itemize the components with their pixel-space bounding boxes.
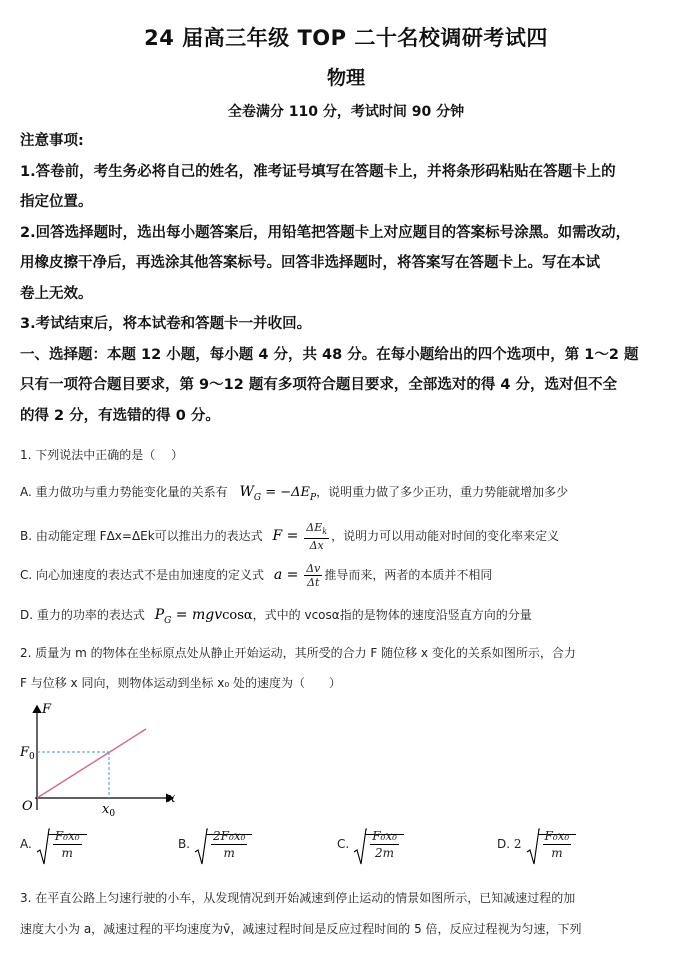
q1-stem: 1. 下列说法中正确的是（ ） (20, 448, 184, 462)
notice-item-2-line-2: 用橡皮擦干净后，再选涂其他答案标号。回答非选择题时，将答案写在答题卡上。写在本试 (20, 255, 600, 271)
q1-option-b: B. 由动能定理 FΔx=ΔEk可以推出力的表达式 F = $\frac{\Delta E_k}{\Delta x}$ ，说明力可以用动能对时间的变化率来定义 (20, 521, 560, 553)
q1-c-fraction: $\frac{\Delta v}{\Delta t}$ (306, 562, 321, 589)
y-axis-label: F (42, 702, 52, 717)
x-axis-label: x (168, 791, 176, 806)
force-line (37, 729, 146, 798)
q1-b-fraction: $\frac{\Delta E_k}{\Delta x}$ (306, 521, 328, 553)
q1-option-d: D. 重力的功率的表达式 $P_G = mgvcos\alpha$，式中的 vcosα指的是物体的速度沿竖直方向的分量 (20, 607, 532, 626)
q2-option-d: D. 2 $\frac{\text{F₀x₀}}{m}$ (497, 828, 576, 861)
exam-title: 24 届高三年级 TOP 二十名校调研考试四 (144, 26, 548, 50)
q1-option-a: A. 重力做功与重力势能变化量的关系有 $W_G = -\Delta E_P$，说明重力做了多少正功，重力势能就增加多少 (20, 484, 569, 503)
exam-info: 全卷满分 110 分，考试时间 90 分钟 (227, 104, 465, 120)
q3-stem-line-2: 速度大小为 a，减速过程的平均速度为v̄，减速过程时间是反应过程时间的 5 倍，反应过程视为匀速，下列 (20, 922, 582, 936)
notice-item-2-line-1: 2.回答选择题时，选出每小题答案后，用铅笔把答题卡上对应题目的答案标号涂黑。如需改动， (20, 224, 631, 241)
notice-item-2-line-3: 卷上无效。 (20, 285, 93, 302)
notice-block (20, 126, 670, 431)
q2-option-b: B. $\frac{\text{2F₀x₀}}{m}$ (178, 828, 252, 861)
section-1-line-1: 一、选择题：本题 12 小题，每小题 4 分，共 48 分。在每小题给出的四个选项中，第 1～2 题 (20, 346, 639, 363)
x-tick-label: $x_0$ (102, 802, 116, 819)
q3-stem-line-1: 3. 在平直公路上匀速行驶的小车，从发现情况到开始减速到停止运动的情景如图所示，已知减速过程的加 (20, 891, 576, 905)
notice-heading: 注意事项: (20, 133, 84, 149)
q2-stem-line-1: 2. 质量为 m 的物体在坐标原点处从静止开始运动，其所受的合力 F 随位移 x 变化的关系如图所示，合力 (20, 646, 576, 660)
origin-label: O (22, 799, 33, 814)
notice-item-1-line-1: 1.答卷前，考生务必将自己的姓名，准考证号填写在答题卡上，并将条形码粘贴在答题卡上的 (20, 163, 616, 180)
section-1-line-3: 的得 2 分，有选错的得 0 分。 (20, 407, 220, 424)
section-1-line-2: 只有一项符合题目要求，第 9～12 题有多项符合题目要求，全部选对的得 4 分，选对但不全 (20, 377, 618, 393)
q1-d-formula: $P_G$ = mgv (154, 607, 223, 626)
q1-option-c: C. 向心加速度的表达式不是由加速度的定义式 a = $\frac{\Delta v}{\Delta t}$ 推导而来，两者的本质并不相同 (20, 562, 493, 589)
q2-stem-line-2: F 与位移 x 同向，则物体运动到坐标 x₀ 处的速度为（ ） (20, 676, 341, 690)
notice-item-1-line-2: 指定位置。 (20, 194, 93, 210)
force-displacement-graph (15, 700, 185, 820)
y-tick-label: $F_0$ (20, 745, 35, 762)
notice-item-3: 3.考试结束后，将本试卷和答题卡一并收回。 (20, 316, 312, 332)
q2-option-a: A. $\frac{\text{F₀x₀}}{m}$ (20, 828, 87, 861)
q2-option-c: C. $\frac{\text{F₀x₀}}{2m}$ (337, 828, 404, 861)
q1-a-formula: $W_G = -\Delta E_P$ (239, 484, 317, 503)
subject-title: 物理 (326, 67, 365, 89)
